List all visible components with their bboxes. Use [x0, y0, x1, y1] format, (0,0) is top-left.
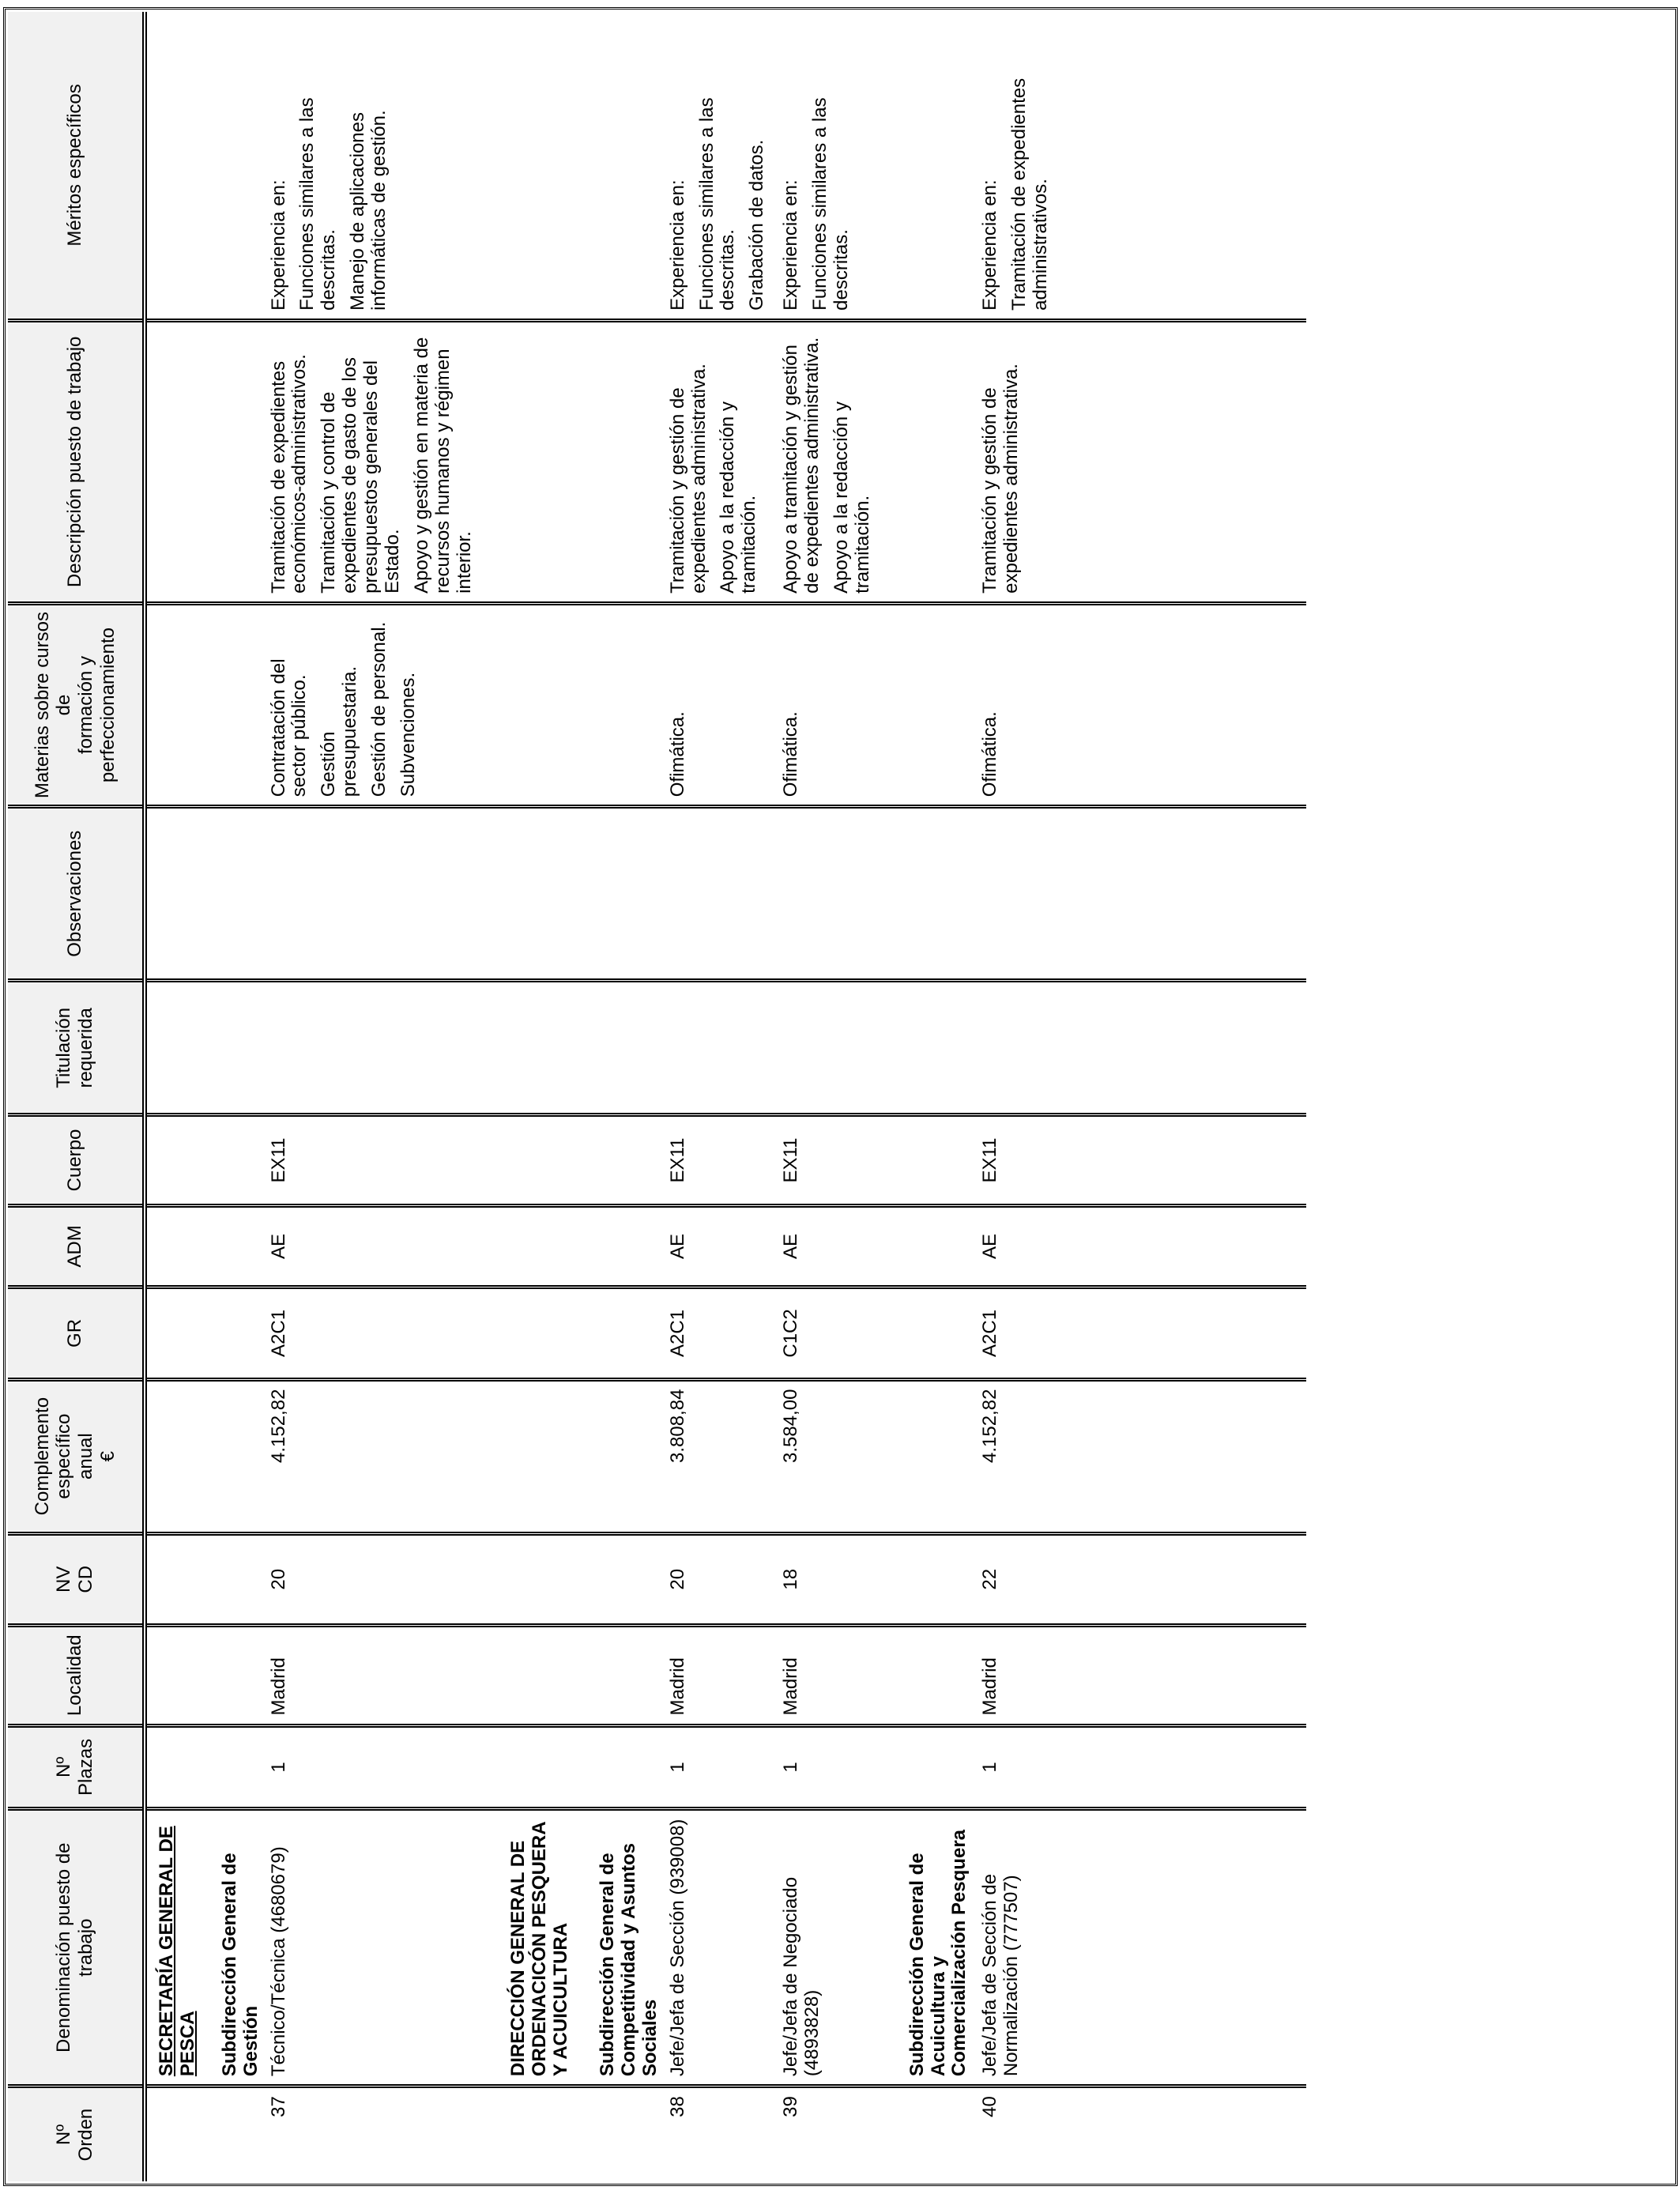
cell-titulacion: [666, 981, 780, 1115]
cell-descripcion-line: Apoyo a tramitación y gestión de expedientes administrativa.: [780, 337, 823, 594]
cell-grupo: C1C2: [779, 1287, 885, 1379]
cell-meritos-line: Experiencia en:: [666, 179, 688, 311]
cell-grupo: A2C1: [267, 1287, 487, 1379]
cell-meritos-line: Experiencia en:: [267, 179, 289, 311]
cell-complemento: 4.152,82: [978, 1379, 1063, 1533]
col-meritos: Méritos específicos: [8, 12, 145, 320]
cell-denominacion: Jefe/Jefa de Sección de Normalización (777507): [978, 1809, 1063, 2087]
cell-cursos: [267, 603, 487, 806]
cell-descripcion: [267, 320, 487, 603]
table-row: [267, 12, 487, 2181]
cell-adm: AE: [779, 1205, 885, 1287]
cell-observaciones: [666, 807, 780, 981]
cell-adm: AE: [666, 1205, 780, 1287]
cell-denominacion: Jefe/Jefa de Sección (939008): [666, 1809, 780, 2087]
cell-denominacion: Técnico/Técnica (4680679): [267, 1809, 487, 2087]
cell-cuerpo: EX11: [666, 1115, 780, 1205]
cell-descripcion: [666, 320, 780, 603]
col-cursos: Materias sobre cursos de formación y perfeccionamiento: [8, 603, 145, 806]
col-nivel: NV CD: [8, 1533, 145, 1625]
cell-meritos-line: Tramitación de expedientes administrativos.: [1008, 77, 1051, 311]
cell-descripcion-line: Tramitación de expedientes económicos-administrativos.: [267, 354, 311, 594]
cell-complemento: 3.584,00: [779, 1379, 885, 1533]
col-complemento: Complemento específico anual €: [8, 1379, 145, 1533]
subsection-row: [202, 12, 267, 2181]
cell-orden: 39: [779, 2087, 885, 2181]
section-row: [486, 12, 580, 2181]
cell-observaciones: [267, 807, 487, 981]
cell-descripcion-line: Apoyo a la redacción y tramitación.: [717, 401, 760, 594]
cell-cursos-line: Ofimática.: [666, 711, 688, 797]
cell-adm: AE: [267, 1205, 487, 1287]
plazas-table: [8, 12, 1306, 2181]
cell-denominacion: Jefe/Jefa de Negociado (4893828): [779, 1809, 885, 2087]
subsection-title: Subdirección General de Acuicultura y Comercialización Pesquera: [906, 1829, 970, 2077]
cell-orden: 40: [978, 2087, 1063, 2181]
cell-orden: 38: [666, 2087, 780, 2181]
section-row: [153, 12, 202, 2181]
col-observaciones: Observaciones: [8, 807, 145, 981]
cell-meritos: [267, 12, 487, 320]
cell-plazas: 1: [978, 1725, 1063, 1809]
col-orden: Nº Orden: [8, 2087, 145, 2181]
cell-meritos-line: Grabación de datos.: [746, 139, 768, 311]
cell-cursos: [779, 603, 885, 806]
cell-descripcion: [779, 320, 885, 603]
cell-nivel: 22: [978, 1533, 1063, 1625]
cell-localidad: Madrid: [779, 1625, 885, 1725]
cell-observaciones: [978, 807, 1063, 981]
cell-cursos-line: Contratación del sector público.: [267, 658, 311, 797]
col-titulacion: Titulación requerida: [8, 981, 145, 1115]
col-denominacion: Denominación puesto de trabajo: [8, 1809, 145, 2087]
cell-cursos-line: Subvenciones.: [397, 672, 419, 797]
cell-adm: AE: [978, 1205, 1063, 1287]
cell-nivel: 18: [779, 1533, 885, 1625]
table-row: [666, 12, 780, 2181]
cell-cursos: [666, 603, 780, 806]
col-cuerpo: Cuerpo: [8, 1115, 145, 1205]
table-row: [779, 12, 885, 2181]
cell-descripcion-line: Tramitación y control de expedientes de gasto de los presupuestos generales del Estado.: [318, 356, 403, 594]
cell-plazas: 1: [779, 1725, 885, 1809]
cell-cursos-line: Gestión presupuestaria.: [318, 665, 361, 797]
cell-meritos-line: Funciones similares a las descritas.: [296, 97, 340, 311]
cell-descripcion: [978, 320, 1063, 603]
cell-grupo: A2C1: [978, 1287, 1063, 1379]
header-row: [8, 12, 145, 2181]
cell-descripcion-line: Tramitación y gestión de expedientes administrativa.: [979, 364, 1023, 594]
cell-nivel: 20: [267, 1533, 487, 1625]
cell-descripcion-line: Tramitación y gestión de expedientes administrativa.: [666, 364, 710, 594]
cell-complemento: 4.152,82: [267, 1379, 487, 1533]
cell-meritos-line: Funciones similares a las descritas.: [809, 97, 852, 311]
cell-descripcion-line: Apoyo y gestión en materia de recursos humanos y régimen interior.: [410, 337, 475, 594]
table-row: [978, 12, 1063, 2181]
cell-plazas: 1: [666, 1725, 780, 1809]
cell-meritos: [978, 12, 1063, 320]
cell-titulacion: [267, 981, 487, 1115]
cell-descripcion-line: Apoyo a la redacción y tramitación.: [830, 401, 873, 594]
cell-cursos-line: Ofimática.: [780, 711, 802, 797]
cell-meritos-line: Manejo de aplicaciones informáticas de gestión.: [347, 110, 390, 311]
cell-localidad: Madrid: [267, 1625, 487, 1725]
subsection-title: Subdirección General de Gestión: [218, 1853, 262, 2077]
cell-localidad: Madrid: [666, 1625, 780, 1725]
cell-plazas: 1: [267, 1725, 487, 1809]
subsection-row: [580, 12, 666, 2181]
col-plazas: Nº Plazas: [8, 1725, 145, 1809]
cell-titulacion: [978, 981, 1063, 1115]
section-title: DIRECCIÓN GENERAL DE ORDENACICÓN PESQUERA Y ACUICULTURA: [507, 1822, 572, 2077]
cell-complemento: 3.808,84: [666, 1379, 780, 1533]
cell-meritos-line: Funciones similares a las descritas.: [695, 97, 739, 311]
cell-cursos-line: Gestión de personal.: [368, 621, 390, 797]
col-adm: ADM: [8, 1205, 145, 1287]
cell-titulacion: [779, 981, 885, 1115]
cell-meritos: [779, 12, 885, 320]
cell-cuerpo: EX11: [978, 1115, 1063, 1205]
cell-meritos: [666, 12, 780, 320]
cell-meritos-line: Experiencia en:: [979, 179, 1001, 311]
cell-cuerpo: EX11: [779, 1115, 885, 1205]
section-title: SECRETARÍA GENERAL DE PESCA: [156, 1826, 198, 2077]
cell-cursos: [978, 603, 1063, 806]
col-localidad: Localidad: [8, 1625, 145, 1725]
cell-cursos-line: Ofimática.: [979, 711, 1001, 797]
cell-orden: 37: [267, 2087, 487, 2181]
cell-localidad: Madrid: [978, 1625, 1063, 1725]
cell-grupo: A2C1: [666, 1287, 780, 1379]
col-descripcion: Descripción puesto de trabajo: [8, 320, 145, 603]
col-grupo: GR: [8, 1287, 145, 1379]
cell-nivel: 20: [666, 1533, 780, 1625]
cell-meritos-line: Experiencia en:: [780, 179, 802, 311]
subsection-title: Subdirección General de Competitividad y Asuntos Sociales: [597, 1842, 661, 2077]
cell-cuerpo: EX11: [267, 1115, 487, 1205]
cell-observaciones: [779, 807, 885, 981]
subsection-row: [885, 12, 979, 2181]
